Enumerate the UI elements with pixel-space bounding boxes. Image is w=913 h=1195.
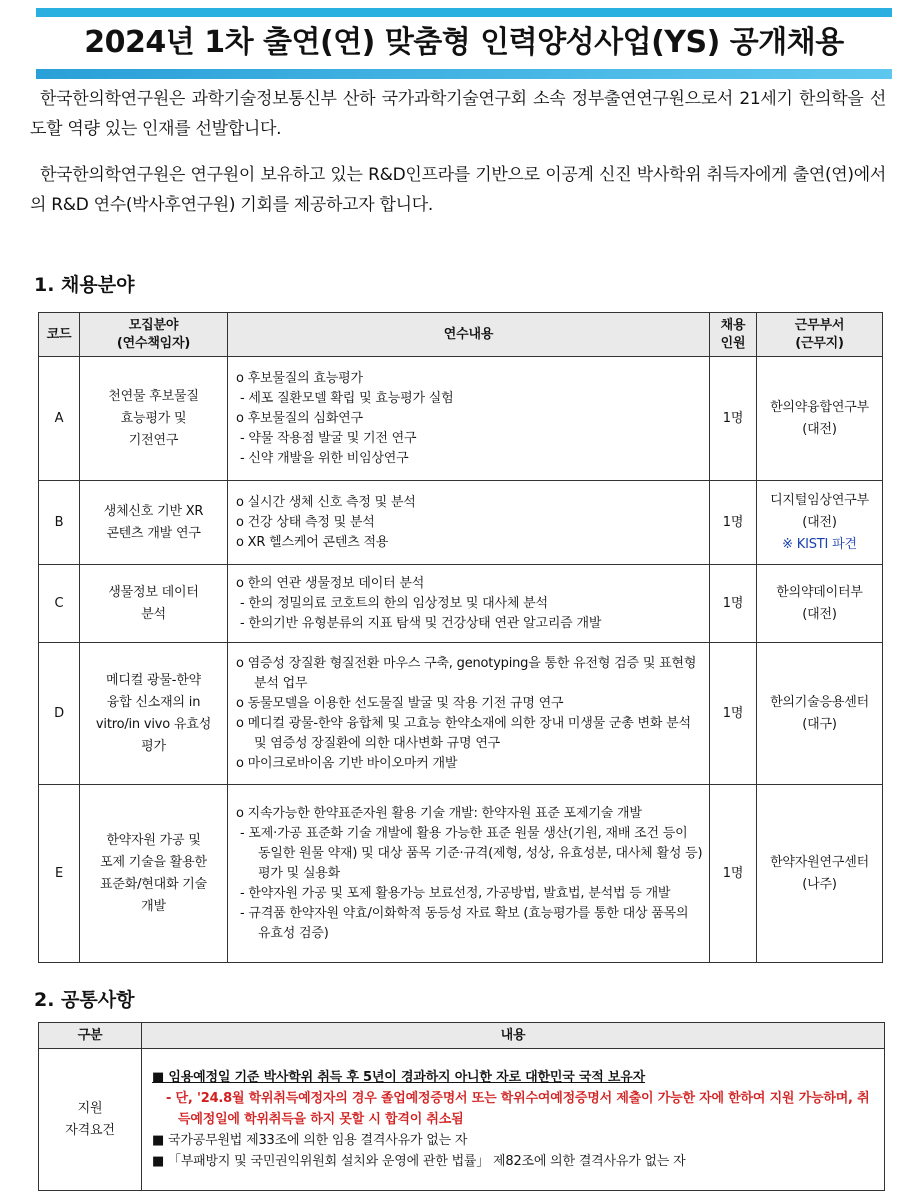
header-field: 모집분야 (연수책임자) xyxy=(80,313,228,357)
field-name: 한약자원 가공 및 포제 기술을 활용한 표준화/현대화 기술 개발 xyxy=(80,785,228,963)
header-dept: 근무부서 (근무지) xyxy=(757,313,883,357)
requirement-note: - 단, '24.8월 학위취득예정자의 경우 졸업예정증명서 또는 학위수여예정증명서 제출이 가능한 자에 한하여 지원 가능하며, 취득예정일에 학위취득을 하지 못할 시 합격이 취소됨 xyxy=(166,1091,870,1127)
recruit-fields-table xyxy=(38,312,883,963)
content-line: - 포제·가공 표준화 기술 개발에 활용 가능한 표준 원물 생산(기원, 재배 조건 등이 동일한 원물 약재) 및 대상 품목 기준·규격(제형, 성상, 유효성분, 대사체 활성 등) 평가 및 실용화 xyxy=(240,825,703,881)
field-content xyxy=(228,357,710,481)
content-line: - 신약 개발을 위한 비임상연구 xyxy=(240,450,409,466)
field-row xyxy=(39,357,883,481)
section-heading-recruit-fields: 1. 채용분야 xyxy=(34,274,135,296)
section-heading-common: 2. 공통사항 xyxy=(34,989,135,1011)
content-line: o 한의 연관 생물정보 데이터 분석 xyxy=(236,575,425,591)
field-name: 생체신호 기반 XR 콘텐츠 개발 연구 xyxy=(80,481,228,565)
dispatch-note: ※ KISTI 파견 xyxy=(782,536,857,552)
field-content xyxy=(228,785,710,963)
requirements-cell xyxy=(142,1049,885,1191)
field-count: 1명 xyxy=(710,643,757,785)
field-content xyxy=(228,643,710,785)
content-line: o 실시간 생체 신호 측정 및 분석 xyxy=(236,494,416,510)
intro-paragraph-1: 한국한의학연구원은 과학기술정보통신부 산하 국가과학기술연구회 소속 정부출연연구원으로서 21세기 한의학을 선도할 역량 있는 인재를 선발합니다. xyxy=(30,89,886,139)
field-dept: 디지털임상연구부 (대전) ※ KISTI 파견 xyxy=(757,481,883,565)
field-count: 1명 xyxy=(710,565,757,643)
field-row xyxy=(39,481,883,565)
field-dept: 한의약융합연구부 (대전) xyxy=(757,357,883,481)
page-title: 2024년 1차 출연(연) 맞춤형 인력양성사업(YS) 공개채용 xyxy=(84,25,844,60)
content-line: - 세포 질환모델 확립 및 효능평가 실험 xyxy=(240,390,454,406)
field-row xyxy=(39,785,883,963)
content-line: o 마이크로바이옴 기반 바이오마커 개발 xyxy=(236,755,458,771)
content-line: - 규격품 한약자원 약효/이화학적 동등성 자료 확보 (효능평가를 통한 대상 품목의 유효성 검증) xyxy=(240,905,689,941)
header-content: 연수내용 xyxy=(228,313,710,357)
header-count: 채용 인원 xyxy=(710,313,757,357)
field-name: 메디컬 광물-한약 융합 신소재의 in vitro/in vivo 유효성 평가 xyxy=(80,643,228,785)
field-dept: 한약자원연구센터 (나주) xyxy=(757,785,883,963)
field-content xyxy=(228,565,710,643)
header-code: 코드 xyxy=(39,313,80,357)
category-cell: 지원 자격요건 xyxy=(39,1049,142,1191)
field-code: A xyxy=(39,357,80,481)
field-row xyxy=(39,565,883,643)
requirement-item: ■ 국가공무원법 제33조에 의한 임용 결격사유가 없는 자 xyxy=(152,1133,468,1148)
title-bottom-bar xyxy=(36,69,892,79)
header-requirements-content: 내용 xyxy=(142,1023,885,1049)
content-line: o 후보물질의 심화연구 xyxy=(236,410,363,426)
intro-paragraph-2: 한국한의학연구원은 연구원이 보유하고 있는 R&D인프라를 기반으로 이공계 신진 박사학위 취득자에게 출연(연)에서의 R&D 연수(박사후연구원) 기회를 제공하고자 합니다. xyxy=(30,165,886,215)
content-line: o 동물모델을 이용한 선도물질 발굴 및 작용 기전 규명 연구 xyxy=(236,695,564,711)
title-top-bar xyxy=(36,8,892,17)
field-row xyxy=(39,643,883,785)
field-code: D xyxy=(39,643,80,785)
field-count: 1명 xyxy=(710,785,757,963)
field-count: 1명 xyxy=(710,357,757,481)
content-line: o 염증성 장질환 형질전환 마우스 구축, genotyping을 통한 유전형 검증 및 표현형 분석 업무 xyxy=(236,655,697,691)
field-code: E xyxy=(39,785,80,963)
content-line: o 후보물질의 효능평가 xyxy=(236,370,363,386)
field-name: 생물정보 데이터 분석 xyxy=(80,565,228,643)
requirement-item: ■ 「부패방지 및 국민권익위원회 설치와 운영에 관한 법률」 제82조에 의한 결격사유가 없는 자 xyxy=(152,1154,686,1169)
content-line: o 메디컬 광물-한약 융합체 및 고효능 한약소재에 의한 장내 미생물 군총 변화 분석 및 염증성 장질환에 의한 대사변화 규명 연구 xyxy=(236,715,691,751)
content-line: - 한의기반 유형분류의 지표 탐색 및 건강상태 연관 알고리즘 개발 xyxy=(240,615,602,631)
common-requirements-table xyxy=(38,1022,885,1191)
content-line: - 약물 작용점 발굴 및 기전 연구 xyxy=(240,430,417,446)
field-dept: 한의약데이터부 (대전) xyxy=(757,565,883,643)
field-dept: 한의기술응용센터 (대구) xyxy=(757,643,883,785)
field-code: B xyxy=(39,481,80,565)
content-line: o 지속가능한 한약표준자원 활용 기술 개발: 한약자원 표준 포제기술 개발 xyxy=(236,805,642,821)
field-count: 1명 xyxy=(710,481,757,565)
content-line: - 한의 정밀의료 코호트의 한의 임상정보 및 대사체 분석 xyxy=(240,595,548,611)
requirement-item: ■ 임용예정일 기준 박사학위 취득 후 5년이 경과하지 아니한 자로 대한민국 국적 보유자 xyxy=(152,1070,646,1085)
content-line: - 한약자원 가공 및 포제 활용가능 보료선정, 가공방법, 발효법, 분석법 등 개발 xyxy=(240,885,671,901)
header-category: 구분 xyxy=(39,1023,142,1049)
field-name: 천연물 후보물질 효능평가 및 기전연구 xyxy=(80,357,228,481)
content-line: o XR 헬스케어 콘텐츠 적용 xyxy=(236,534,389,550)
field-code: C xyxy=(39,565,80,643)
field-content xyxy=(228,481,710,565)
content-line: o 건강 상태 측정 및 분석 xyxy=(236,514,375,530)
